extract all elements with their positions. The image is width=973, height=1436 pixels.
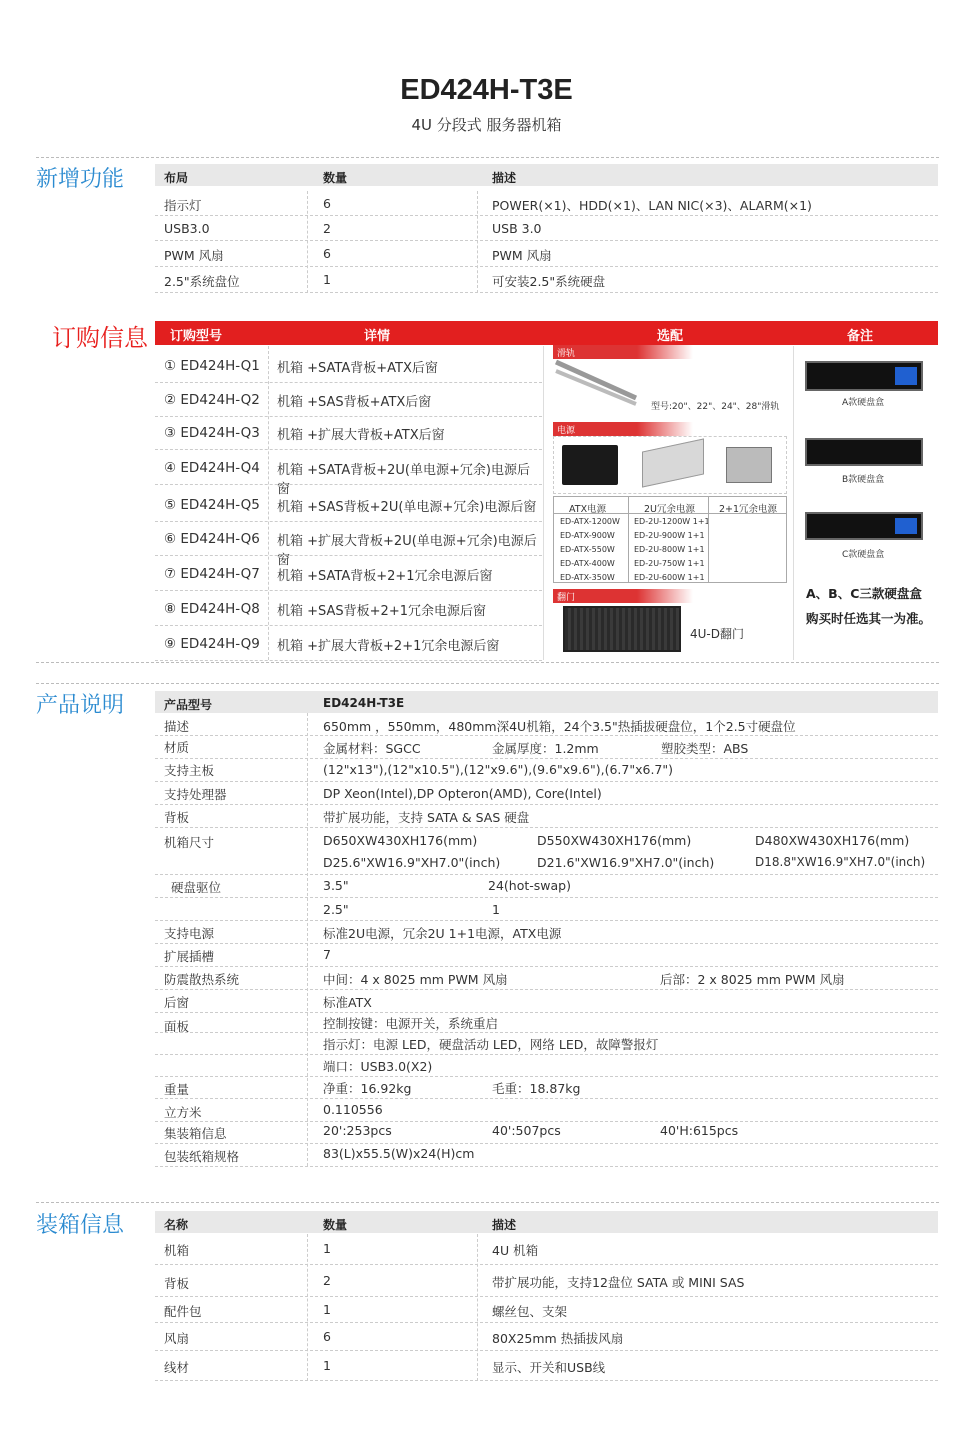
rail-label: 滑轨 [553, 345, 693, 359]
psu-2plus1-image [726, 447, 772, 483]
order-row [155, 349, 542, 383]
order-row [155, 488, 542, 522]
order-detail: 机箱 +扩展大背板+2+1冗余电源后窗 [277, 639, 500, 654]
page-title: ED424H-T3E [400, 74, 573, 106]
order-detail: 机箱 +SAS背板+ATX后窗 [277, 395, 432, 410]
rail-note: 型号:20"、22"、24"、28"滑轨 [651, 402, 780, 412]
disk-tray-a-image [805, 361, 923, 391]
disk-tray-c-label: C款硬盘盒 [842, 550, 885, 560]
order-model: ③ ED424H-Q3 [164, 425, 260, 441]
order-detail: 机箱 +扩展大背板+2U(单电源+冗余)电源后窗 [277, 534, 537, 568]
psu-label: 电源 [553, 422, 693, 436]
order-model: ⑧ ED424H-Q8 [164, 601, 260, 617]
section-order-info: 订购信息 [52, 324, 148, 352]
redundant-psu-image [642, 438, 704, 487]
order-model: ② ED424H-Q2 [164, 392, 260, 408]
disk-tray-a-label: A款硬盘盒 [842, 398, 885, 408]
order-header: 订购型号 详情 选配 备注 [155, 321, 938, 345]
disk-note-1: A、B、C三款硬盘盒 [806, 586, 922, 601]
rail-image [552, 358, 642, 408]
disk-tray-c-image [805, 512, 923, 540]
order-row [155, 557, 542, 591]
table-row: 机箱 1 4U 机箱 [155, 1234, 938, 1265]
table-row: 配件包 1 螺丝包、支架 [155, 1297, 938, 1323]
disk-note-2: 购买时任选其一为准。 [806, 611, 932, 626]
page-subtitle: 4U 分段式 服务器机箱 [411, 116, 562, 134]
table-row: 线材 1 显示、开关和USB线 [155, 1351, 938, 1381]
order-model: ⑨ ED424H-Q9 [164, 636, 260, 652]
section-product-info: 产品说明 [36, 693, 125, 718]
order-row [155, 522, 542, 568]
table-row: PWM 风扇 6 PWM 风扇 [155, 241, 938, 267]
table-row: 指示灯 6 POWER(×1)、HDD(×1)、LAN NIC(×3)、ALARM(×1) [155, 191, 938, 216]
order-model: ① ED424H-Q1 [164, 358, 260, 374]
psu-images [553, 436, 787, 494]
table-row: 2.5"系统盘位 1 可安装2.5"系统硬盘 [155, 267, 938, 293]
disk-tray-b-label: B款硬盘盒 [842, 475, 885, 485]
order-model: ④ ED424H-Q4 [164, 460, 260, 476]
section-new-features: 新增功能 [36, 167, 125, 192]
order-detail: 机箱 +SATA背板+2U(单电源+冗余)电源后窗 [277, 463, 530, 497]
door-note: 4U-D翻门 [690, 627, 744, 641]
order-detail: 机箱 +SATA背板+2+1冗余电源后窗 [277, 569, 493, 584]
atx-psu-image [562, 445, 618, 485]
product-header: 产品型号 ED424H-T3E [155, 691, 938, 713]
order-row [155, 383, 542, 417]
disk-tray-b-image [805, 438, 923, 466]
psu-table: ATX电源 2U冗余电源 2+1冗余电源 ED-ATX-1200W ED-2U-1200W 1+1 ED-ATX-900W ED-2U-900W 1+1 ED-ATX-550W ED-2U-800W 1+1 ED-ATX-400W ED-2U-750W 1+1 ED-ATX-350W ED-2U-600W 1+1 [553, 496, 787, 583]
table-row: 背板 2 带扩展功能，支持12盘位 SATA 或 MINI SAS [155, 1265, 938, 1297]
packing-header: 名称 数量 描述 [155, 1211, 938, 1233]
door-label: 翻门 [553, 589, 693, 603]
order-row [155, 416, 542, 450]
features-header: 布局 数量 描述 [155, 164, 938, 186]
order-row [155, 592, 542, 626]
section-packing-info: 装箱信息 [36, 1213, 125, 1238]
order-detail: 机箱 +SATA背板+ATX后窗 [277, 361, 438, 376]
order-row [155, 451, 542, 497]
table-row: USB3.0 2 USB 3.0 [155, 216, 938, 241]
product-spec-table: 描述 650mm ，550mm，480mm深4U机箱，24个3.5"热插拔硬盘位，1个2.5寸硬盘位 材质 金属材料：SGCC 金属厚度：1.2mm 塑胶类型：ABS 支持主板 (12"x13"),(12"x10.5"),(12"x9.6"),(9.6"x9.6"),(6.7"x6.7") 支持处理器 DP Xeon(Intel),DP Opteron(AMD), Core(Intel) 背板 带扩展功能，支持 SATA & SAS 硬盘 机箱尺寸 D650XW430XH176(mm) D550XW430XH176(mm) D480XW430XH176(mm) D25.6"XW16.9"XH7.0"(inch) D21.6"XW16.9"XH7.0"(inch) D18.8"XW16.9"XH7.0"(inch) 硬盘驱位 3.5" 24(hot-swap) 2.5" 1 支持电源 标准2U电源，冗余2U 1+1电源，ATX电源 扩展插槽 7 防震散热系统 中间：4 x 8025 mm PWM 风扇 后部：2 x 8025 mm PWM 风扇 后窗 标准ATX 面板 控制按键：电源开关，系统重启 指示灯：电源 LED，硬盘活动 LED，网络 LED，故障警报灯 端口：USB3.0(X2) 重量 净重：16.92kg 毛重：18.87kg 立方米 0.110556 集装箱信息 20':253pcs 40':507pcs 40'H:615pcs 包装纸箱规格 83(L)x55.5(W)x24(H)cm [164, 719, 926, 1164]
order-model: ⑦ ED424H-Q7 [164, 566, 260, 582]
order-detail: 机箱 +扩展大背板+ATX后窗 [277, 428, 445, 443]
order-row [155, 627, 542, 661]
order-model: ⑥ ED424H-Q6 [164, 531, 260, 547]
order-model: ⑤ ED424H-Q5 [164, 497, 260, 513]
order-detail: 机箱 +SAS背板+2+1冗余电源后窗 [277, 604, 486, 619]
order-detail: 机箱 +SAS背板+2U(单电源+冗余)电源后窗 [277, 500, 537, 515]
door-image [563, 606, 681, 652]
table-row: 风扇 6 80X25mm 热插拔风扇 [155, 1323, 938, 1351]
